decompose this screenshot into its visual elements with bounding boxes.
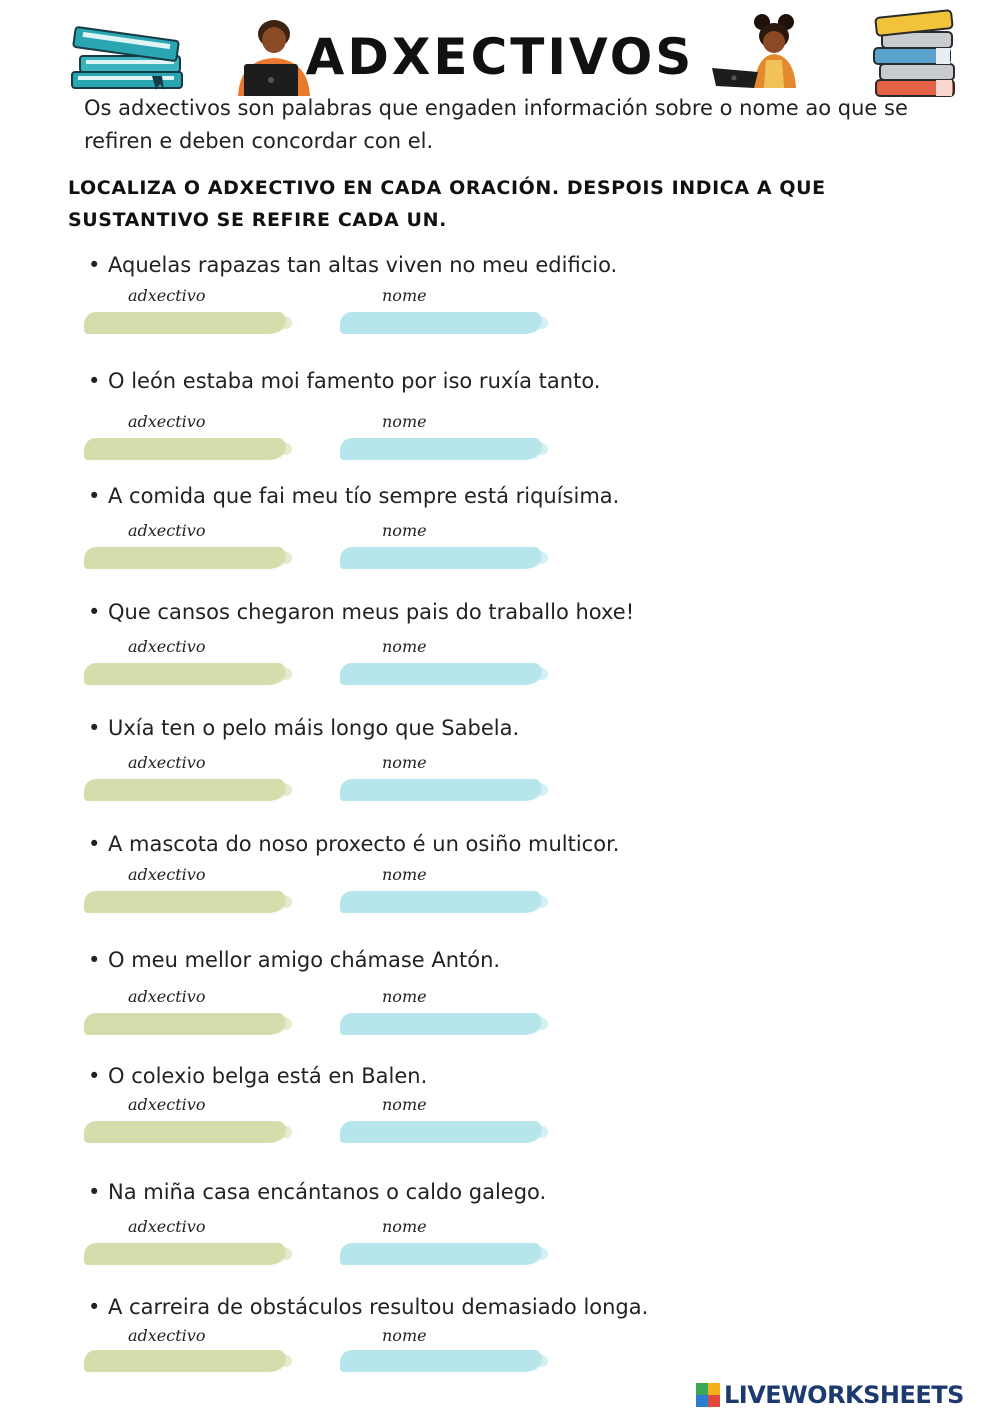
exercise-item [0,1061,1000,1171]
nome-answer-field[interactable] [340,1243,540,1265]
adxectivo-answer-field[interactable] [84,1350,284,1372]
nome-label: nome [382,1217,427,1236]
bullet-icon: • [88,253,101,277]
nome-answer-field[interactable] [340,1350,540,1372]
sentence-text [88,1061,968,1091]
adxectivo-answer-field[interactable] [84,1243,284,1265]
sentence-label: Uxía ten o pelo máis longo que Sabela. [108,716,520,740]
nome-label: nome [382,1326,427,1345]
adxectivo-label: adxectivo [128,521,206,540]
adxectivo-answer-field[interactable] [84,1121,284,1143]
nome-answer-field[interactable] [340,312,540,334]
adxectivo-label: adxectivo [128,1095,206,1114]
sentence-label: A comida que fai meu tío sempre está riquísima. [108,484,620,508]
adxectivo-label: adxectivo [128,637,206,656]
nome-label: nome [382,865,427,884]
sentence-label: Na miña casa encántanos o caldo galego. [108,1180,547,1204]
nome-label: nome [382,637,427,656]
sentence-text [88,713,968,743]
exercise-item [0,1177,1000,1287]
bullet-icon: • [88,600,101,624]
adxectivo-answer-field[interactable] [84,438,284,460]
exercise-item [0,829,1000,939]
exercise-item [0,250,1000,360]
sentence-label: A carreira de obstáculos resultou demasiado longa. [108,1295,649,1319]
bullet-icon: • [88,369,101,393]
instruction-heading: LOCALIZA O ADXECTIVO EN CADA ORACIÓN. DESPOIS INDICA A QUE SUSTANTIVO SE REFIRE CADA UN. [68,177,826,231]
exercise-item [0,713,1000,823]
nome-label: nome [382,521,427,540]
sentence-text [88,945,968,975]
adxectivo-label: adxectivo [128,1326,206,1345]
nome-answer-field[interactable] [340,779,540,801]
nome-answer-field[interactable] [340,547,540,569]
nome-label: nome [382,987,427,1006]
nome-answer-field[interactable] [340,891,540,913]
sentence-label: Que cansos chegaron meus pais do traballo hoxe! [108,600,635,624]
liveworksheets-logo-icon [696,1383,720,1407]
sentence-text [88,481,968,511]
sentence-label: O león estaba moi famento por iso ruxía tanto. [108,369,601,393]
nome-answer-field[interactable] [340,438,540,460]
logo-text: LIVEWORKSHEETS [724,1381,964,1409]
sentence-label: O meu mellor amigo chámase Antón. [108,948,501,972]
sentence-label: O colexio belga está en Balen. [108,1064,428,1088]
sentence-text [88,250,968,280]
bullet-icon: • [88,1180,101,1204]
nome-answer-field[interactable] [340,663,540,685]
adxectivo-label: adxectivo [128,412,206,431]
bullet-icon: • [88,832,101,856]
exercise-item [0,366,1000,476]
nome-label: nome [382,1095,427,1114]
adxectivo-label: adxectivo [128,1217,206,1236]
sentence-text [88,366,968,396]
adxectivo-answer-field[interactable] [84,779,284,801]
nome-label: nome [382,753,427,772]
bullet-icon: • [88,1064,101,1088]
page-title: ADXECTIVOS [305,28,695,86]
exercise-item [0,945,1000,1055]
bullet-icon: • [88,716,101,740]
sentence-label: A mascota do noso proxecto é un osiño multicor. [108,832,620,856]
adxectivo-label: adxectivo [128,987,206,1006]
exercise-item [0,481,1000,591]
nome-label: nome [382,286,427,305]
sentence-text [88,1292,968,1322]
adxectivo-answer-field[interactable] [84,891,284,913]
adxectivo-label: adxectivo [128,753,206,772]
sentence-text [88,1177,968,1207]
adxectivo-answer-field[interactable] [84,1013,284,1035]
bullet-icon: • [88,1295,101,1319]
bullet-icon: • [88,948,101,972]
nome-answer-field[interactable] [340,1013,540,1035]
nome-answer-field[interactable] [340,1121,540,1143]
adxectivo-label: adxectivo [128,865,206,884]
adxectivo-answer-field[interactable] [84,312,284,334]
adxectivo-answer-field[interactable] [84,663,284,685]
sentence-label: Aquelas rapazas tan altas viven no meu edificio. [108,253,618,277]
liveworksheets-logo[interactable] [696,1378,996,1412]
sentence-text [88,829,968,859]
adxectivo-label: adxectivo [128,286,206,305]
bullet-icon: • [88,484,101,508]
adxectivo-answer-field[interactable] [84,547,284,569]
intro-paragraph: Os adxectivos son palabras que engaden información sobre o nome ao que se refiren e deben concordar con el. [84,96,908,153]
sentence-text [88,597,968,627]
nome-label: nome [382,412,427,431]
exercise-item [0,597,1000,707]
